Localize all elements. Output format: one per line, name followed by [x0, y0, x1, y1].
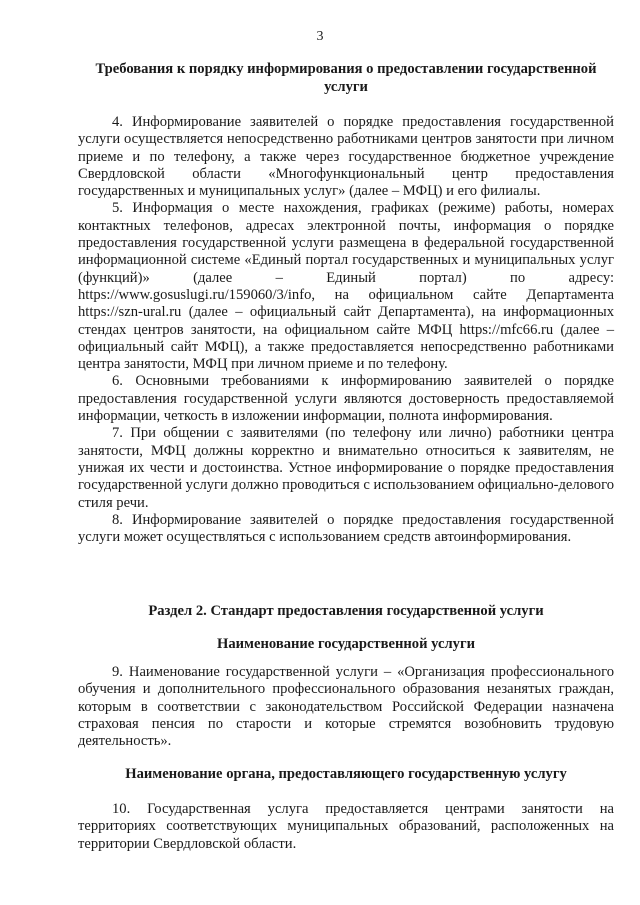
- paragraph-5: 5. Информация о месте нахождения, графиках (режиме) работы, номерах контактных телефонов, адресах электронной почты, информация о порядке предоставления государственной услуги размещена в федеральной государственной информационной системе «Единый портал государственных и муниципальных услуг (функций)» (далее – Единый портал) по адресу: https://www.gosuslugi.ru/159060/3/info, на официальном сайте Департамента https://szn-ural.ru (далее – официальный сайт Департамента), на информационных стендах центров занятости, на официальном сайте МФЦ https://mfc66.ru (далее – официальный сайт МФЦ), а также предоставляется непосредственно работниками центра занятости, МФЦ при личном приеме и по телефону.: [78, 200, 614, 373]
- informing-paragraphs: [78, 114, 614, 546]
- paragraph-6: 6. Основными требованиями к информированию заявителей о порядке предоставления государственной услуги являются достоверность предоставляемой информации, четкость в изложении информации, полнота информирования.: [78, 373, 614, 425]
- heading-informing-requirements: Требования к порядку информирования о предоставлении государственной услуги: [95, 61, 597, 95]
- heading-section-2: Раздел 2. Стандарт предоставления государственной услуги: [148, 603, 544, 619]
- page-number: 3: [316, 29, 324, 44]
- authority-paragraphs: [78, 801, 614, 853]
- paragraph-4: 4. Информирование заявителей о порядке предоставления государственной услуги осуществляется непосредственно работниками центров занятости при личном приеме и по телефону, а также через государственное бюджетное учреждение Свердловской области «Многофункциональный центр предоставления государственных и муниципальных услуг» (далее – МФЦ) и его филиалы.: [78, 114, 614, 200]
- service-name-paragraphs: [78, 664, 614, 750]
- heading-service-name: Наименование государственной услуги: [217, 636, 475, 652]
- paragraph-9: 9. Наименование государственной услуги – «Организация профессионального обучения и дополнительного профессионального образования незанятых граждан, которым в соответствии с законодательством Российской Федерации назначена страховая пенсия по старости и которые стремятся возобновить трудовую деятельность».: [78, 664, 614, 750]
- heading-providing-authority: Наименование органа, предоставляющего государственную услугу: [125, 766, 567, 782]
- paragraph-10: 10. Государственная услуга предоставляется центрами занятости на территориях соответствующих муниципальных образований, расположенных на территории Свердловской области.: [78, 801, 614, 852]
- paragraph-8: 8. Информирование заявителей о порядке предоставления государственной услуги может осуществляться с использованием средств автоинформирования.: [78, 511, 614, 546]
- paragraph-7: 7. При общении с заявителями (по телефону или лично) работники центра занятости, МФЦ должны корректно и внимательно относиться к заявителям, не унижая их чести и достоинства. Устное информирование о порядке предоставления государственной услуги должно проводиться с использованием официально-делового стиля речи.: [78, 425, 614, 511]
